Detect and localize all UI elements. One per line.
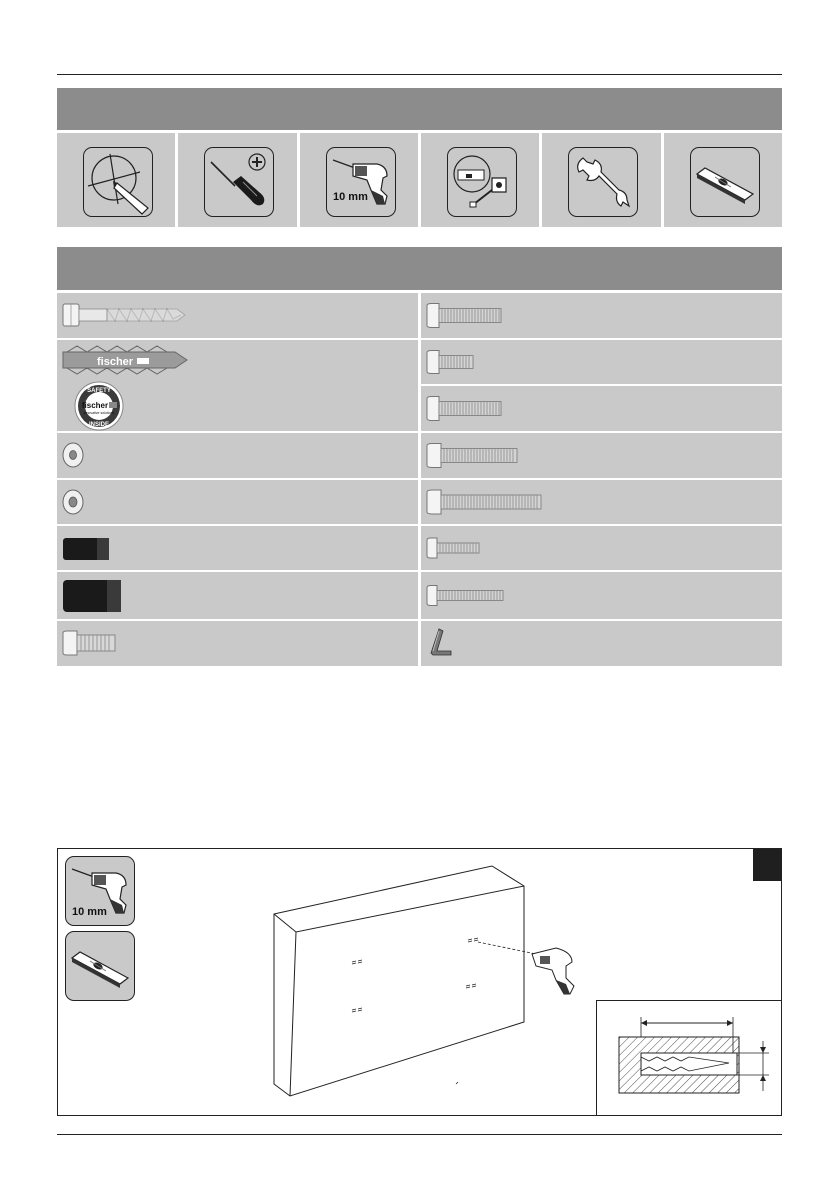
drill-icon	[326, 147, 396, 217]
screw-m-icon	[421, 293, 782, 338]
tool-cell-level	[664, 133, 782, 227]
part-screw-short	[421, 340, 782, 384]
pencil-mark-icon	[83, 147, 153, 217]
thin-screw-long-icon	[421, 572, 782, 619]
part-screw-long	[421, 433, 782, 478]
phillips-screwdriver-icon	[204, 147, 274, 217]
screw-long-icon	[421, 433, 782, 478]
tools-row	[57, 133, 782, 227]
wrench-icon	[568, 147, 638, 217]
hole-section-diagram	[597, 1001, 783, 1117]
washer-small-icon	[57, 433, 418, 478]
parts-header	[57, 247, 782, 290]
drill-size-label-step: 10 mm	[72, 906, 107, 918]
part-thin-screw-long	[421, 572, 782, 619]
seal-brand-text: fischer	[81, 401, 109, 410]
screw-xlong-icon	[421, 480, 782, 524]
tools-header	[57, 88, 782, 130]
part-spacer-large	[57, 572, 418, 619]
lag-bolt-icon	[57, 293, 418, 338]
wall-plug-icon	[57, 340, 418, 431]
seal-bottom-text: INSIDE	[88, 422, 110, 428]
step-number-badge	[753, 849, 781, 881]
part-thin-screw-short	[421, 526, 782, 570]
spirit-level-icon	[65, 931, 135, 1001]
top-rule	[57, 74, 782, 75]
part-screw-xlong	[421, 480, 782, 524]
allen-key-icon	[421, 621, 782, 666]
seal-tagline-text: innovative solutions	[83, 411, 115, 415]
bottom-rule	[57, 1134, 782, 1135]
part-lag-bolt	[57, 293, 418, 338]
drill-hole-section-inset	[596, 1000, 782, 1116]
part-washer-small	[57, 433, 418, 478]
tool-cell-pencil	[57, 133, 175, 227]
thin-screw-short-icon	[421, 526, 782, 570]
washer-large-icon	[57, 480, 418, 524]
seal-top-text: SAFETY	[87, 388, 111, 394]
tool-cell-drill	[300, 133, 418, 227]
spacer-large-icon	[57, 572, 418, 619]
drill-icon	[65, 856, 135, 926]
drill-size-label: 10 mm	[332, 191, 368, 203]
tool-cell-wrench	[542, 133, 660, 227]
spirit-level-icon	[690, 147, 760, 217]
tool-cell-tape	[421, 133, 539, 227]
part-wall-plug	[57, 340, 418, 431]
part-short-bolt	[57, 621, 418, 666]
spacer-small-icon	[57, 526, 418, 570]
plug-brand-text: fischer	[97, 356, 134, 368]
tape-measure-icon	[447, 147, 517, 217]
wall-drilling-diagram	[260, 858, 590, 1106]
part-allen-key	[421, 621, 782, 666]
screw-short-icon	[421, 340, 782, 384]
part-spacer-small	[57, 526, 418, 570]
tool-cell-screwdriver	[178, 133, 296, 227]
part-washer-large	[57, 480, 418, 524]
short-bolt-icon	[57, 621, 418, 666]
part-screw-m	[421, 293, 782, 338]
part-screw-m2	[421, 386, 782, 431]
screw-m2-icon	[421, 386, 782, 431]
